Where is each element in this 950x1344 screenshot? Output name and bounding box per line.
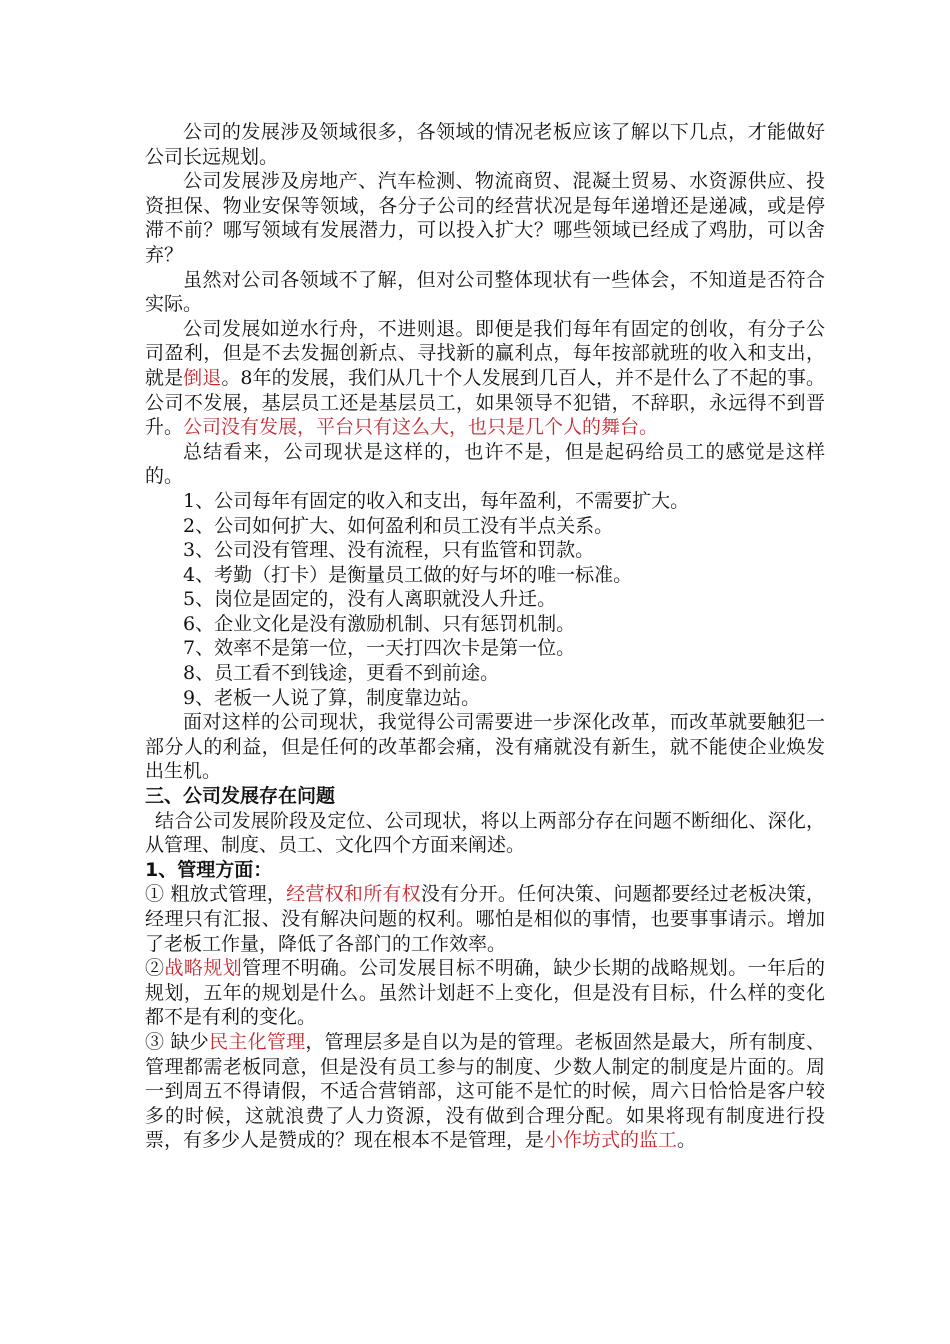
status-list	[145, 489, 825, 710]
management-item-3-text-c: ，管理层多是自以为是的管理。老板固然是最大，所有制度、管理都需老板同意，但是没有员工参与的制度、少数人制定的制度是片面的。周一到周五不得请假，不适合营销部，这可能不是忙的时候，周六日恰恰是客户较多的时候，这就浪费了人力资源，没有做到合理分配。如果将现有制度进行投票，有多少人是赞成的？现在根本不是管理，是	[145, 1030, 825, 1152]
highlight-platform: 公司没有发展，平台只有这么大，也只是几个人的舞台。	[183, 416, 659, 439]
management-item-2-text-a: ②	[145, 957, 165, 980]
paragraph-fields	[145, 169, 825, 267]
subsection-title: 1、管理方面：	[145, 858, 273, 881]
list-item: 2、公司如何扩大、如何盈利和员工没有半点关系。	[183, 514, 614, 537]
management-item-2-text-c: 管理不明确。公司发展目标不明确，缺少长期的战略规划。一年后的规划，五年的规划是什么。虽然计划赶不上变化，但是没有目标，什么样的变化都不是有利的变化。	[145, 957, 825, 1029]
management-item-2	[145, 956, 825, 1030]
paragraph-section-intro-text: 结合公司发展阶段及定位、公司现状，将以上两部分存在问题不断细化、深化，从管理、制度、员工、文化四个方面来阐述。	[145, 809, 825, 857]
paragraph-development-text-a: 公司发展如逆水行舟，不进则退。即便是我们每年有固定的创收，有分子公司盈利，但是不去发掘创新点、寻找新的赢利点，每年按部就班的收入和支出，就是	[145, 317, 825, 389]
paragraph-development	[145, 317, 825, 440]
paragraph-summary-text: 总结看来，公司现状是这样的，也许不是，但是起码给员工的感觉是这样的。	[145, 440, 825, 488]
list-item: 7、效率不是第一位，一天打四次卡是第一位。	[183, 637, 576, 660]
paragraph-reform-text: 面对这样的公司现状，我觉得公司需要进一步深化改革，而改革就要触犯一部分人的利益，但是任何的改革都会痛，没有痛就没有新生，就不能使企业焕发出生机。	[145, 711, 825, 783]
paragraph-reform	[145, 710, 825, 784]
document-page	[145, 120, 825, 1153]
paragraph-fields-text: 公司发展涉及房地产、汽车检测、物流商贸、混凝土贸易、水资源供应、投资担保、物业安保等领域，各分子公司的经营状况是每年递增还是递减，或是停滞不前？哪写领域有发展潜力，可以投入扩大？哪些领域已经成了鸡肋，可以舍弃？	[145, 170, 825, 266]
highlight-ownership: 经营权和所有权	[286, 883, 421, 906]
paragraph-section-intro	[145, 809, 825, 858]
management-item-1-text-c: 没有分开。任何决策、问题都要经过老板决策，经理只有汇报、没有解决问题的权利。哪怕是相似的事情，也要事事请示。增加了老板工作量，降低了各部门的工作效率。	[145, 883, 825, 955]
list-item: 1、公司每年有固定的收入和支出，每年盈利，不需要扩大。	[183, 489, 690, 512]
list-item: 4、考勤（打卡）是衡量员工做的好与坏的唯一标准。	[183, 563, 633, 586]
list-item: 9、老板一人说了算，制度靠边站。	[183, 686, 481, 709]
section-title: 三、公司发展存在问题	[145, 785, 336, 808]
management-item-1-text-a: ① 粗放式管理，	[145, 883, 287, 906]
highlight-strategy: 战略规划	[164, 957, 243, 980]
management-item-3-text-e: 。	[677, 1129, 697, 1152]
highlight-regress: 倒退	[183, 366, 222, 389]
list-item: 8、员工看不到钱途，更看不到前途。	[183, 662, 500, 685]
paragraph-overall-text: 虽然对公司各领域不了解，但对公司整体现状有一些体会，不知道是否符合实际。	[145, 268, 825, 316]
paragraph-intro-text: 公司的发展涉及领域很多，各领域的情况老板应该了解以下几点，才能做好公司长远规划。	[145, 121, 825, 168]
highlight-workshop: 小作坊式的监工	[544, 1129, 678, 1152]
list-item: 6、企业文化是没有激励机制、只有惩罚机制。	[183, 612, 576, 635]
management-item-3	[145, 1030, 825, 1153]
paragraph-development-text-c: 。8年的发展，我们从几十个人发展到几百人，并不是什么了不起的事。公司不发展，基层员工还是基层员工，如果领导不犯错，不辞职，永远得不到晋升。	[145, 366, 825, 439]
paragraph-summary	[145, 440, 825, 489]
highlight-democracy: 民主化管理	[209, 1030, 306, 1053]
paragraph-intro	[145, 120, 825, 169]
management-item-1	[145, 882, 825, 956]
management-item-3-text-a: ③ 缺少	[145, 1030, 210, 1053]
list-item: 5、岗位是固定的，没有人离职就没人升迁。	[183, 588, 557, 611]
list-item: 3、公司没有管理、没有流程，只有监管和罚款。	[183, 539, 595, 562]
paragraph-overall	[145, 268, 825, 317]
